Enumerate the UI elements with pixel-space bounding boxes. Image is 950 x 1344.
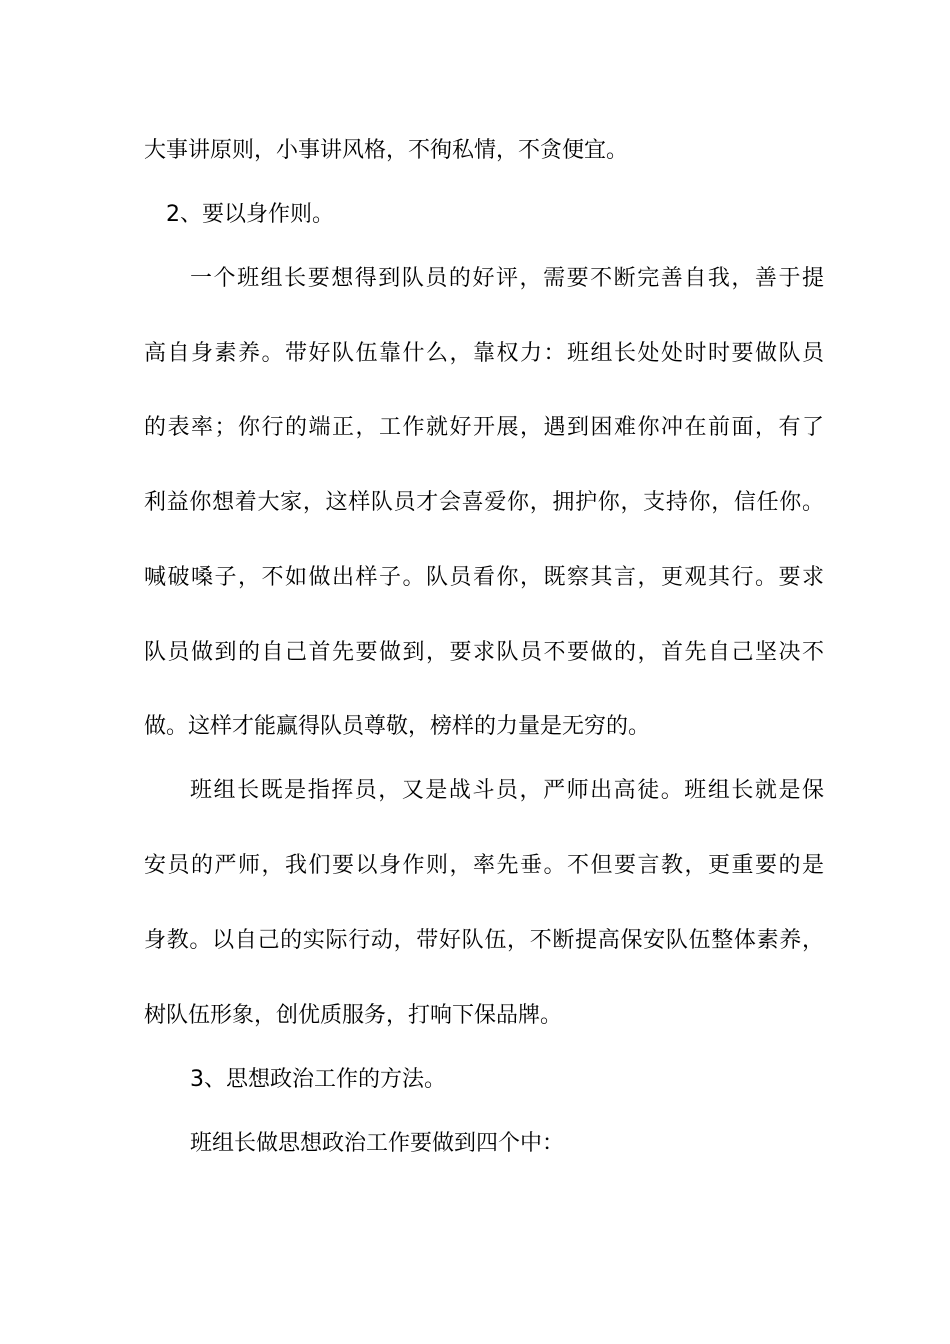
paragraph-line: 一个班组长要想得到队员的好评，需要不断完善自我，善于提 <box>190 266 824 291</box>
text-line: 大事讲原则，小事讲风格，不徇私情，不贪便宜。 <box>144 138 629 163</box>
paragraph-line: 做。这样才能赢得队员尊敬，榜样的力量是无穷的。 <box>144 714 651 739</box>
paragraph-line: 安员的严师，我们要以身作则，率先垂。不但要言教，更重要的是 <box>144 853 824 878</box>
paragraph-line: 高自身素养。带好队伍靠什么，靠权力：班组长处处时时要做队员 <box>144 341 824 366</box>
paragraph-line: 班组长做思想政治工作要做到四个中： <box>190 1131 565 1156</box>
section-heading: 2、要以身作则。 <box>166 202 334 227</box>
section-heading: 3、思想政治工作的方法。 <box>190 1067 446 1092</box>
paragraph-line: 的表率；你行的端正，工作就好开展，遇到困难你冲在前面，有了 <box>144 415 824 440</box>
paragraph-line: 喊破嗓子，不如做出样子。队员看你，既察其言，更观其行。要求 <box>144 565 824 590</box>
paragraph-line: 班组长既是指挥员，又是战斗员，严师出高徒。班组长就是保 <box>190 778 824 803</box>
paragraph-line: 利益你想着大家，这样队员才会喜爱你，拥护你，支持你，信任你。 <box>144 490 824 515</box>
paragraph-line: 队员做到的自己首先要做到，要求队员不要做的，首先自己坚决不 <box>144 640 824 665</box>
paragraph-line: 树队伍形象，创优质服务，打响下保品牌。 <box>144 1003 563 1028</box>
paragraph-line: 身教。以自己的实际行动，带好队伍，不断提高保安队伍整体素养， <box>144 928 824 953</box>
